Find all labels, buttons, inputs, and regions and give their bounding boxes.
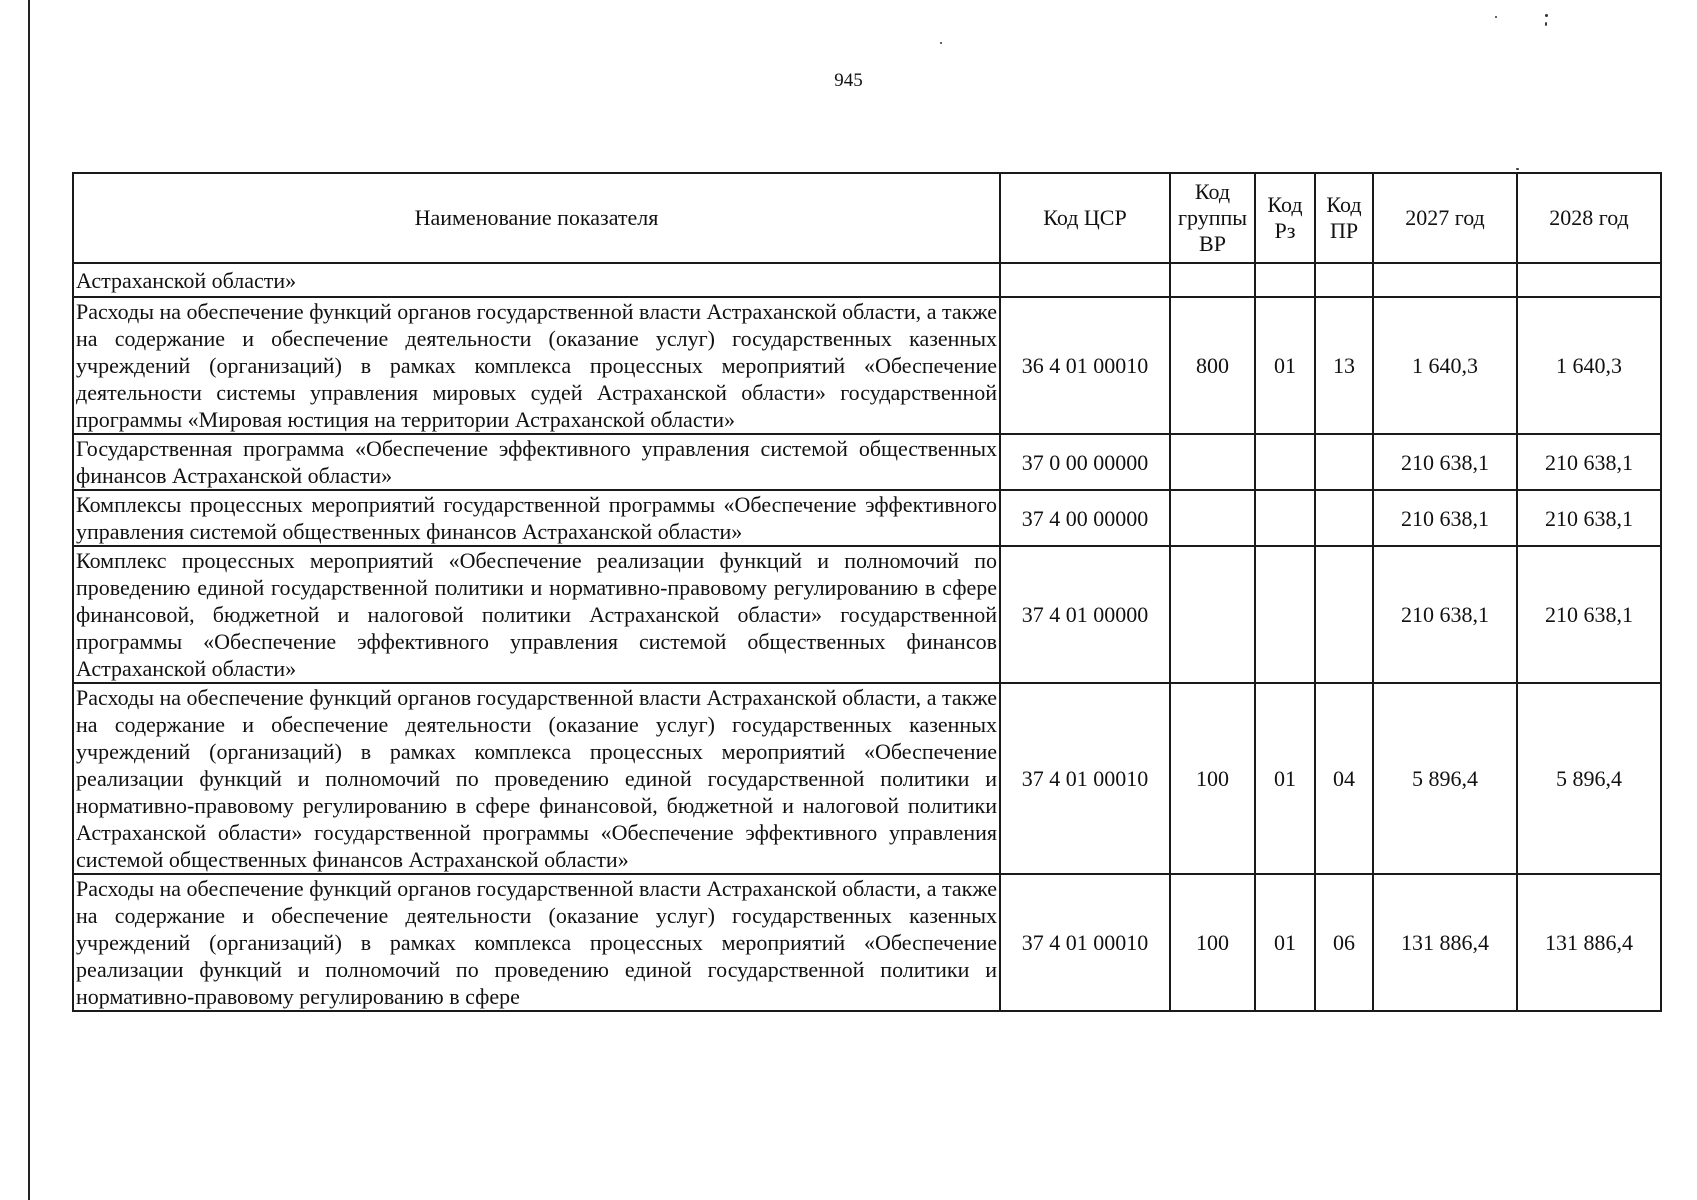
row-name: Астраханской области»	[73, 263, 1000, 297]
row-2028	[1517, 263, 1661, 297]
budget-table	[72, 172, 1662, 1012]
row-2027: 210 638,1	[1373, 434, 1517, 490]
row-2028: 131 886,4	[1517, 874, 1661, 1011]
row-pr: 04	[1315, 683, 1373, 874]
row-rz	[1255, 434, 1315, 490]
row-2028: 210 638,1	[1517, 546, 1661, 683]
row-name: Комплексы процессных мероприятий государственной программы «Обеспечение эффективного управления системой общественных финансов Астраханской области»	[73, 490, 1000, 546]
table-row	[73, 297, 1661, 434]
table-row	[73, 490, 1661, 546]
row-2027: 131 886,4	[1373, 874, 1517, 1011]
row-pr: 13	[1315, 297, 1373, 434]
row-name: Расходы на обеспечение функций органов государственной власти Астраханской области, а также на содержание и обеспечение деятельности (оказание услуг) государственных казенных учреждений (организаций) в рамках комплекса процессных мероприятий «Обеспечение деятельности системы управления мировых судей Астраханской области» государственной программы «Мировая юстиция на территории Астраханской области»	[73, 297, 1000, 434]
row-csr: 37 4 01 00010	[1000, 683, 1170, 874]
row-rz: 01	[1255, 683, 1315, 874]
scan-speck	[1516, 168, 1519, 170]
row-2027: 210 638,1	[1373, 490, 1517, 546]
row-csr: 37 4 01 00000	[1000, 546, 1170, 683]
row-2027	[1373, 263, 1517, 297]
table-row	[73, 874, 1661, 1011]
row-rz	[1255, 490, 1315, 546]
row-pr	[1315, 263, 1373, 297]
header-pr: Код ПР	[1315, 173, 1373, 263]
row-pr	[1315, 434, 1373, 490]
table-row	[73, 263, 1661, 297]
row-csr: 37 4 01 00010	[1000, 874, 1170, 1011]
row-csr	[1000, 263, 1170, 297]
row-name: Расходы на обеспечение функций органов государственной власти Астраханской области, а также на содержание и обеспечение деятельности (оказание услуг) государственных казенных учреждений (организаций) в рамках комплекса процессных мероприятий «Обеспечение реализации функций и полномочий по проведению единой государственной политики и нормативно-правовому регулированию в сфере	[73, 874, 1000, 1011]
row-vr	[1170, 263, 1255, 297]
row-csr: 37 4 00 00000	[1000, 490, 1170, 546]
row-csr: 37 0 00 00000	[1000, 434, 1170, 490]
row-2027: 210 638,1	[1373, 546, 1517, 683]
row-rz	[1255, 263, 1315, 297]
row-2028: 1 640,3	[1517, 297, 1661, 434]
header-2028: 2028 год	[1517, 173, 1661, 263]
header-rz: Код Рз	[1255, 173, 1315, 263]
row-rz: 01	[1255, 297, 1315, 434]
row-pr: 06	[1315, 874, 1373, 1011]
scan-speck	[1545, 22, 1547, 26]
row-2028: 5 896,4	[1517, 683, 1661, 874]
table-header-row	[73, 173, 1661, 263]
header-vr: Код группы ВР	[1170, 173, 1255, 263]
table-row	[73, 683, 1661, 874]
row-name: Государственная программа «Обеспечение эффективного управления системой общественных финансов Астраханской области»	[73, 434, 1000, 490]
page-number: 945	[834, 70, 863, 91]
header-name: Наименование показателя	[73, 173, 1000, 263]
row-csr: 36 4 01 00010	[1000, 297, 1170, 434]
header-csr: Код ЦСР	[1000, 173, 1170, 263]
row-2027: 1 640,3	[1373, 297, 1517, 434]
header-2027: 2027 год	[1373, 173, 1517, 263]
row-2028: 210 638,1	[1517, 490, 1661, 546]
row-pr	[1315, 490, 1373, 546]
row-name: Расходы на обеспечение функций органов государственной власти Астраханской области, а также на содержание и обеспечение деятельности (оказание услуг) государственных казенных учреждений (организаций) в рамках комплекса процессных мероприятий «Обеспечение реализации функций и полномочий по проведению единой государственной политики и нормативно-правовому регулированию в сфере финансовой, бюджетной и налоговой политики Астраханской области» государственной программы «Обеспечение эффективного управления системой общественных финансов Астраханской области»	[73, 683, 1000, 874]
scan-speck	[940, 42, 942, 44]
table-row	[73, 546, 1661, 683]
row-vr	[1170, 434, 1255, 490]
row-vr: 100	[1170, 683, 1255, 874]
scan-edge-line	[28, 0, 30, 1200]
row-vr: 100	[1170, 874, 1255, 1011]
row-vr	[1170, 546, 1255, 683]
row-vr: 800	[1170, 297, 1255, 434]
row-rz	[1255, 546, 1315, 683]
row-rz: 01	[1255, 874, 1315, 1011]
row-pr	[1315, 546, 1373, 683]
row-vr	[1170, 490, 1255, 546]
row-name: Комплекс процессных мероприятий «Обеспечение реализации функций и полномочий по проведению единой государственной политики и нормативно-правовому регулированию в сфере финансовой, бюджетной и налоговой политики Астраханской области» государственной программы «Обеспечение эффективного управления системой общественных финансов Астраханской области»	[73, 546, 1000, 683]
scan-speck	[1495, 16, 1497, 18]
row-2028: 210 638,1	[1517, 434, 1661, 490]
table-row	[73, 434, 1661, 490]
row-2027: 5 896,4	[1373, 683, 1517, 874]
scan-speck	[1545, 14, 1548, 17]
